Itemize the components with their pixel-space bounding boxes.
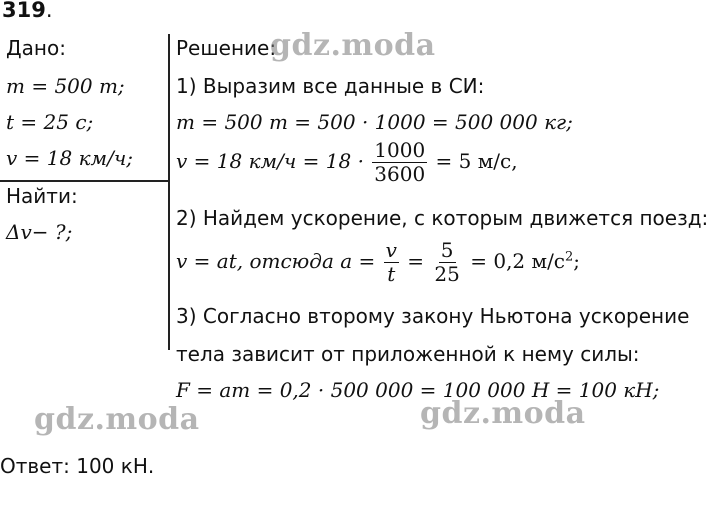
given-speed: v = 18 км/ч; (6, 146, 134, 170)
accel-fraction-numeric (432, 240, 461, 285)
speed-fraction-denominator: 3600 (374, 162, 426, 186)
speed-lhs: v = 18 км/ч = 18 · (176, 149, 364, 173)
accel-equals: = (407, 249, 425, 273)
mass-conversion: m = 500 т = 500 · 1000 = 500 000 кг; (176, 110, 573, 134)
watermark-top: gdz.moda (270, 28, 436, 63)
force-formula: F = am = 0,2 · 500 000 = 100 000 Н = 100 кН; (176, 378, 660, 402)
problem-number: 319. (2, 0, 53, 22)
accel-fraction-vt-denominator: t (387, 262, 396, 286)
accel-fraction-vt-numerator: v (385, 238, 397, 262)
speed-conversion (176, 140, 518, 185)
horizontal-divider (0, 180, 169, 182)
accel-fraction-numeric-numerator: 5 (440, 238, 454, 262)
accel-lhs: v = at, отсюда a = (176, 249, 376, 273)
watermark-bottom-left: gdz.moda (34, 402, 200, 437)
step-3-text-line-1: 3) Согласно второму закону Ньютона ускорение (176, 304, 690, 328)
given-mass: m = 500 т; (6, 74, 125, 98)
answer-line: Ответ: 100 кН. (0, 454, 155, 478)
step-3-text-line-2: тела зависит от приложенной к нему силы: (176, 342, 640, 366)
speed-fraction (372, 140, 427, 185)
step-1-text: 1) Выразим все данные в СИ: (176, 74, 485, 98)
acceleration-formula (176, 240, 580, 285)
solution-heading: Решение: (176, 36, 277, 60)
given-heading: Дано: (6, 36, 66, 60)
speed-fraction-numerator: 1000 (374, 138, 426, 162)
vertical-divider (168, 34, 170, 350)
accel-end: ; (573, 249, 581, 273)
speed-rhs: = 5 м/с, (435, 149, 518, 173)
find-heading: Найти: (6, 184, 78, 208)
given-time: t = 25 с; (6, 110, 94, 134)
accel-fraction-vt (384, 240, 399, 285)
accel-exponent: 2 (565, 249, 574, 265)
step-2-text: 2) Найдем ускорение, с которым движется поезд: (176, 206, 708, 230)
watermark-bottom-right: gdz.moda (420, 396, 586, 431)
find-value: Δv− ?; (6, 220, 73, 244)
accel-fraction-numeric-denominator: 25 (434, 262, 460, 286)
accel-rhs: = 0,2 м/с (470, 249, 566, 273)
